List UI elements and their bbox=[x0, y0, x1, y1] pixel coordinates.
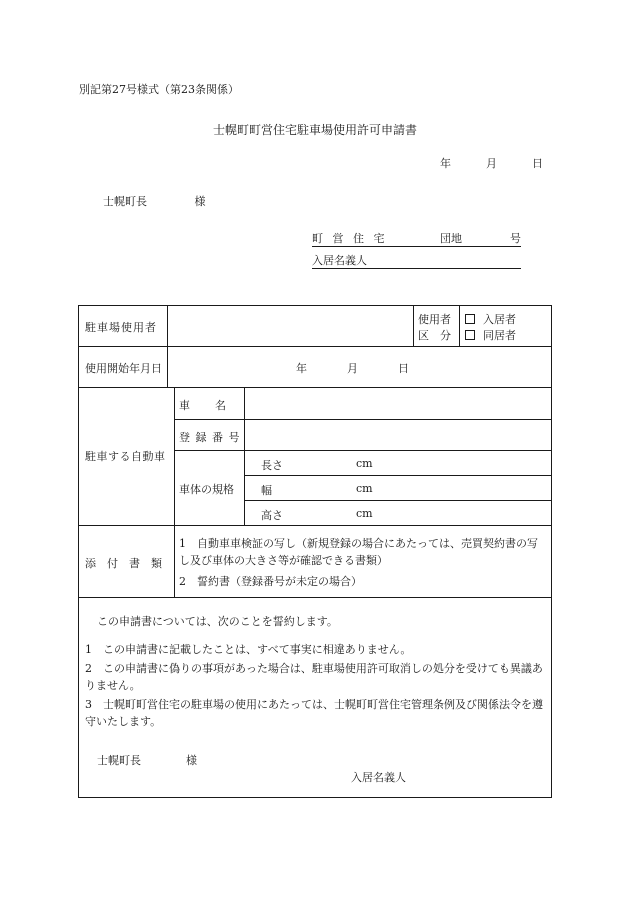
start-date-month: 月 bbox=[347, 362, 358, 375]
attachments-label: 添 付 書 類 bbox=[85, 557, 162, 570]
length-label: 長さ bbox=[261, 459, 283, 472]
go-label: 号 bbox=[510, 232, 521, 245]
column-divider bbox=[167, 346, 168, 387]
length-unit: cm bbox=[356, 457, 373, 470]
pledge-item-2: 2 この申請書に偽りの事項があった場合は、駐車場使用許可取消しの処分を受けても異議ありません。 bbox=[85, 662, 543, 692]
start-date-year: 年 bbox=[296, 362, 307, 375]
date-day-label: 日 bbox=[532, 157, 543, 170]
application-date bbox=[440, 155, 543, 171]
width-label: 幅 bbox=[261, 484, 272, 497]
pledge-item-3: 3 士幌町町営住宅の駐車場の使用にあたっては、士幌町町営住宅管理条例及び関係法令を遵守いたします。 bbox=[85, 698, 543, 728]
column-divider bbox=[459, 306, 460, 346]
pledge-item-1: 1 この申請書に記載したことは、すべて事実に相違ありません。 bbox=[85, 643, 412, 656]
date-month-label: 月 bbox=[486, 157, 497, 170]
column-divider bbox=[174, 387, 175, 525]
row-divider bbox=[79, 346, 551, 347]
start-date-label: 使用開始年月日 bbox=[85, 362, 162, 375]
row-divider bbox=[244, 500, 551, 501]
height-label: 高さ bbox=[261, 509, 283, 522]
resident-name-field[interactable] bbox=[312, 252, 521, 269]
attachment-item-1-line-2: し及び車体の大きさ等が確認できる書類） bbox=[179, 554, 388, 567]
length-field[interactable] bbox=[289, 452, 349, 472]
user-category-label-1: 使用者 bbox=[418, 313, 451, 326]
car-name-label: 車 名 bbox=[179, 399, 227, 412]
start-date-day: 日 bbox=[398, 362, 409, 375]
body-spec-label: 車体の規格 bbox=[179, 483, 234, 496]
car-name-field[interactable] bbox=[245, 388, 551, 418]
housing-label: 町 営 住 宅 bbox=[312, 232, 388, 245]
start-date-field[interactable] bbox=[296, 360, 409, 376]
attachment-item-2: 2 誓約書（登録番号が未定の場合） bbox=[179, 575, 362, 588]
addressee bbox=[103, 193, 206, 209]
resident-checkbox-row[interactable] bbox=[465, 311, 516, 327]
cohabitant-option-label: 同居者 bbox=[483, 329, 516, 342]
pledge-resident-label: 入居名義人 bbox=[351, 771, 406, 784]
resident-name-label: 入居名義人 bbox=[312, 254, 367, 267]
pledge-addressee-name: 士幌町長 bbox=[97, 754, 141, 767]
user-category-label-2: 区 分 bbox=[418, 329, 451, 342]
width-field[interactable] bbox=[289, 477, 349, 497]
vehicle-label: 駐車する自動車 bbox=[85, 450, 166, 463]
parking-user-field[interactable] bbox=[168, 307, 412, 345]
resident-checkbox[interactable] bbox=[465, 314, 475, 324]
pledge-addressee-honorific: 様 bbox=[186, 754, 197, 767]
row-divider bbox=[79, 597, 551, 598]
column-divider bbox=[174, 525, 175, 597]
page-title: 士幌町町営住宅駐車場使用許可申請書 bbox=[212, 123, 417, 137]
pledge-addressee bbox=[97, 752, 197, 768]
cohabitant-checkbox-row[interactable] bbox=[465, 327, 516, 343]
row-divider bbox=[244, 475, 551, 476]
cohabitant-checkbox[interactable] bbox=[465, 330, 475, 340]
registration-number-label: 登 録 番 号 bbox=[179, 431, 241, 444]
danchi-label: 団地 bbox=[440, 232, 462, 245]
date-year-label: 年 bbox=[440, 157, 451, 170]
width-unit: cm bbox=[356, 482, 373, 495]
pledge-intro: この申請書については、次のことを誓約します。 bbox=[97, 615, 338, 628]
height-field[interactable] bbox=[289, 502, 349, 522]
row-divider bbox=[79, 525, 551, 526]
row-divider bbox=[174, 450, 551, 451]
form-number-label: 別記第27号様式（第23条関係） bbox=[79, 83, 239, 96]
resident-option-label: 入居者 bbox=[483, 313, 516, 326]
column-divider bbox=[413, 306, 414, 346]
attachment-item-1-line-1: 1 自動車車検証の写し（新規登録の場合にあたっては、売買契約書の写 bbox=[179, 537, 538, 550]
housing-field[interactable] bbox=[312, 230, 521, 247]
parking-user-label: 駐車場使用者 bbox=[85, 321, 157, 334]
application-table bbox=[78, 305, 552, 798]
addressee-name: 士幌町長 bbox=[103, 195, 147, 208]
height-unit: cm bbox=[356, 507, 373, 520]
registration-number-field[interactable] bbox=[245, 420, 551, 449]
addressee-honorific: 様 bbox=[194, 195, 206, 208]
